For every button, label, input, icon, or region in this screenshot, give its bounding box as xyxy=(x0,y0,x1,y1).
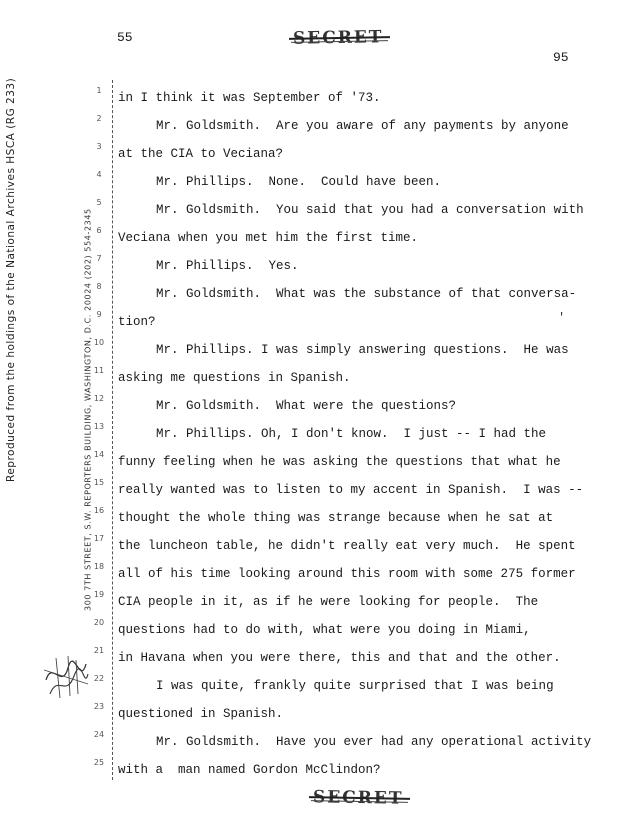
line-number: 14 xyxy=(93,450,105,459)
line-number: 5 xyxy=(96,198,102,207)
scribble-icon xyxy=(40,650,92,702)
line-number: 18 xyxy=(93,562,105,571)
transcript-line: CIA people in it, as if he were looking for people. The xyxy=(118,595,539,609)
transcript-line: tion? xyxy=(118,315,156,329)
transcript-line: Mr. Phillips. I was simply answering questions. He was xyxy=(156,343,569,357)
transcript-line: questioned in Spanish. xyxy=(118,707,284,721)
transcript-line: questions had to do with, what were you doing in Miami, xyxy=(118,623,531,637)
line-number: 10 xyxy=(93,338,105,347)
line-number: 11 xyxy=(93,366,105,375)
margin-rule xyxy=(112,80,113,780)
classification-stamp-top xyxy=(293,27,384,49)
transcript-line: Mr. Goldsmith. What were the questions? xyxy=(156,399,457,413)
page-number-left: 55 xyxy=(117,30,133,45)
transcript-line: Veciana when you met him the first time. xyxy=(118,231,419,245)
line-number: 6 xyxy=(96,226,102,235)
line-number: 15 xyxy=(93,478,105,487)
transcript-line: Mr. Goldsmith. What was the substance of that conversa- xyxy=(156,287,577,301)
line-number: 17 xyxy=(93,534,105,543)
line-number: 21 xyxy=(93,646,105,655)
transcript-line: at the CIA to Veciana? xyxy=(118,147,284,161)
transcript-line: Mr. Phillips. None. Could have been. xyxy=(156,175,442,189)
transcript-line: in I think it was September of '73. xyxy=(118,91,381,105)
page-number-right: 95 xyxy=(553,50,569,65)
line-number: 7 xyxy=(96,254,102,263)
reporter-address: 300 7TH STREET, S.W. REPORTERS BUILDING, WASHINGTON, D.C. 20024 (202) 554-2345 xyxy=(83,208,93,612)
transcript-line: the luncheon table, he didn't really eat very much. He spent xyxy=(118,539,576,553)
line-number: 19 xyxy=(93,590,105,599)
transcript-line: asking me questions in Spanish. xyxy=(118,371,351,385)
classification-stamp-bottom xyxy=(313,787,404,809)
line-number: 8 xyxy=(96,282,102,291)
line-number: 9 xyxy=(96,310,102,319)
transcript-line: Mr. Phillips. Yes. xyxy=(156,259,299,273)
line-number: 12 xyxy=(93,394,105,403)
transcript-line: funny feeling when he was asking the questions that what he xyxy=(118,455,561,469)
transcript-line: Mr. Goldsmith. Have you ever had any operational activity xyxy=(156,735,592,749)
line-number: 4 xyxy=(96,170,102,179)
transcript-line: Mr. Phillips. Oh, I don't know. I just -- I had the xyxy=(156,427,547,441)
line-number: 20 xyxy=(93,618,105,627)
transcript-line: Mr. Goldsmith. Are you aware of any payments by anyone xyxy=(156,119,569,133)
transcript-line: all of his time looking around this room with some 275 former xyxy=(118,567,576,581)
transcript-line: in Havana when you were there, this and that and the other. xyxy=(118,651,561,665)
line-number: 16 xyxy=(93,506,105,515)
tick-mark-icon: ′ xyxy=(558,311,566,325)
line-number: 25 xyxy=(93,758,105,767)
transcript-line: really wanted was to listen to my accent in Spanish. I was -- xyxy=(118,483,584,497)
transcript-line: with a man named Gordon McClindon? xyxy=(118,763,381,777)
transcript-line: Mr. Goldsmith. You said that you had a conversation with xyxy=(156,203,584,217)
line-number: 1 xyxy=(96,86,102,95)
line-number: 3 xyxy=(96,142,102,151)
line-number: 24 xyxy=(93,730,105,739)
archive-notice: Reproduced from the holdings of the National Archives HSCA (RG 233) xyxy=(5,77,17,483)
transcript-line: thought the whole thing was strange because when he sat at xyxy=(118,511,554,525)
line-number: 2 xyxy=(96,114,102,123)
transcript-line: I was quite, frankly quite surprised that I was being xyxy=(156,679,554,693)
line-number: 13 xyxy=(93,422,105,431)
line-number: 22 xyxy=(93,674,105,683)
line-number: 23 xyxy=(93,702,105,711)
